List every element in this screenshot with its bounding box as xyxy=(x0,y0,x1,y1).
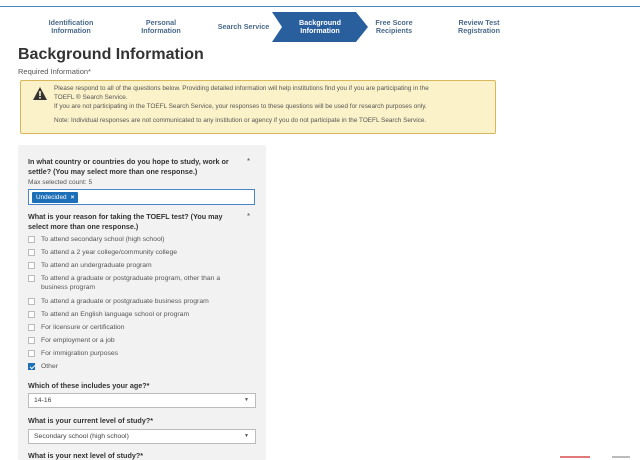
alert-text-3: If you are not participating in the TOEFL Search Service, your responses to these questions will be used for research purposes only. xyxy=(54,103,427,110)
selected-country-tag: Undecided × xyxy=(32,192,78,203)
reason-option[interactable]: To attend a graduate or postgraduate business program xyxy=(28,297,256,306)
checkbox[interactable] xyxy=(28,298,35,305)
required-mark: * xyxy=(247,212,251,221)
checkbox-checked[interactable] xyxy=(28,363,35,370)
checkbox[interactable] xyxy=(28,262,35,269)
questions-panel xyxy=(18,145,266,460)
required-info-note: Required Information* xyxy=(18,67,91,76)
alert-text-2: TOEFL ® Search Service. xyxy=(54,94,128,101)
required-mark: * xyxy=(247,157,251,166)
current-level-select[interactable]: Secondary school (high school) ▼ xyxy=(28,429,256,444)
age-select[interactable]: 14-16 ▼ xyxy=(28,393,256,408)
reason-option[interactable]: To attend a graduate or postgraduate program, other than a business program xyxy=(28,274,256,292)
reason-option[interactable]: For licensure or certification xyxy=(28,323,256,332)
reason-option[interactable]: To attend secondary school (high school) xyxy=(28,235,256,244)
checkbox[interactable] xyxy=(28,324,35,331)
step-background[interactable]: Background Information xyxy=(272,12,368,42)
step-identification[interactable]: Identification Information xyxy=(48,17,94,35)
chevron-down-icon: ▼ xyxy=(244,433,249,439)
alert-text-4: Note: Individual responses are not communicated to any institution or agency if you do not participate in the TOEFL Search Service. xyxy=(54,117,427,124)
step-score-recipients[interactable]: Free Score Recipients xyxy=(375,17,413,35)
tag-remove-icon[interactable]: × xyxy=(70,194,75,201)
country-multiselect-input[interactable] xyxy=(28,189,255,205)
reason-option[interactable]: For employment or a job xyxy=(28,336,256,345)
alert-text-1: Please respond to all of the questions below. Providing detailed information will help institutions find you if you are participating in the xyxy=(54,85,429,92)
page-title: Background Information xyxy=(18,46,204,63)
reason-option[interactable]: To attend a 2 year college/community college xyxy=(28,248,256,257)
warning-icon xyxy=(33,87,47,100)
checkbox[interactable] xyxy=(28,236,35,243)
chevron-down-icon: ▼ xyxy=(244,397,249,403)
age-question-label: Which of these includes your age?* xyxy=(28,381,150,390)
progress-steps xyxy=(26,12,546,42)
checkbox[interactable] xyxy=(28,337,35,344)
checkbox[interactable] xyxy=(28,249,35,256)
step-search-service[interactable]: Search Service xyxy=(217,21,270,31)
max-selected-count: Max selected count: 5 xyxy=(28,179,93,186)
reason-option[interactable]: To attend an English language school or program xyxy=(28,310,256,319)
next-level-question-label: What is your next level of study?* xyxy=(28,451,144,460)
decorative-bar xyxy=(612,456,630,458)
reason-option-other[interactable]: Other xyxy=(28,362,256,371)
info-alert xyxy=(20,80,496,134)
checkbox[interactable] xyxy=(28,311,35,318)
reason-option[interactable]: To attend an undergraduate program xyxy=(28,261,256,270)
step-review[interactable]: Review Test Registration xyxy=(458,17,500,35)
checkbox[interactable] xyxy=(28,350,35,357)
current-level-question-label: What is your current level of study?* xyxy=(28,416,154,425)
checkbox[interactable] xyxy=(28,275,35,282)
decorative-bar xyxy=(560,456,590,458)
country-question-label: In what country or countries do you hope to study, work or settle? (You may select more than one response.) xyxy=(28,157,229,176)
reason-question-label: What is your reason for taking the TOEFL test? (You may select more than one response.) xyxy=(28,212,223,231)
step-personal[interactable]: Personal Information xyxy=(141,17,181,35)
reason-option[interactable]: For immigration purposes xyxy=(28,349,256,358)
top-divider xyxy=(0,6,640,7)
